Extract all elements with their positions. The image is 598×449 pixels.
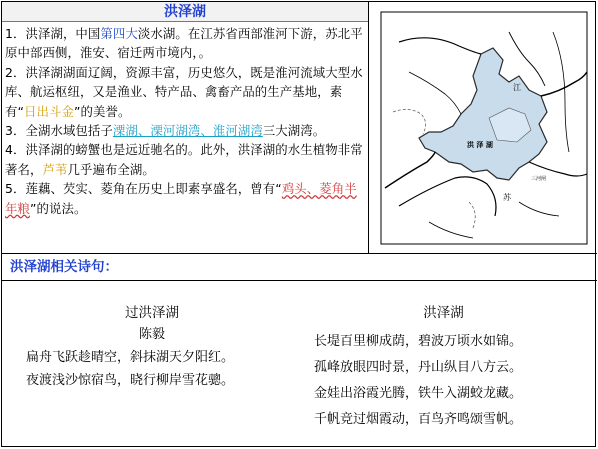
fact-text: ”的美誉。 [73, 103, 131, 119]
map-label-jiang: 江 [513, 83, 521, 92]
poem2-line: 孤峰放眼四时景，丹山纵目八方云。 [314, 360, 523, 375]
lake-facts-list [5, 24, 367, 218]
poems-heading: 洪泽湖相关诗句： [2, 253, 597, 281]
fact-highlight: 日出斗金 [24, 103, 74, 119]
poem2-title: 洪泽湖 [423, 305, 464, 321]
poem2-line: 长堤百里柳成荫，碧波万顷水如锦。 [314, 334, 523, 349]
fact-text: 几乎遍布全湖。 [67, 161, 155, 177]
document-table [1, 1, 596, 447]
lake-fact-item [5, 63, 367, 121]
fact-text: ”的说法。 [29, 200, 87, 216]
fact-text: 淡水湖。在江苏省西部淮河下游，苏北平原中部西侧，淮安、宿迁两市境内，。 [5, 26, 363, 61]
fact-highlight: 鸡头、菱角半年粮 [5, 181, 357, 216]
lake-info-cell [2, 2, 369, 253]
poem1-line: 扁舟飞跃趁晴空，斜抹湖天夕阳红。 [26, 350, 235, 365]
map-label-lake: 洪 泽 湖 [467, 141, 493, 149]
poem1-author: 陈毅 [138, 327, 165, 342]
fact-highlight: 芦苇 [42, 161, 68, 177]
lake-fact-item [5, 140, 367, 179]
map-label-su: 苏 [503, 193, 511, 202]
lake-fact-item [5, 179, 367, 218]
fact-text: 1．洪泽湖，中国 [5, 26, 101, 41]
poem-hongzehu [302, 281, 597, 427]
poem1-title: 过洪泽湖 [125, 305, 179, 321]
lake-title: 洪泽湖 [2, 2, 368, 22]
poem1-line: 夜渡浅沙惊宿鸟，晓行柳岸雪花骢。 [26, 373, 235, 388]
fact-highlight: 第四大 [100, 26, 138, 41]
lake-map [369, 2, 597, 253]
poem2-line: 千帆竞过烟霞动，百鸟齐鸣颂雪帆。 [314, 412, 523, 427]
fact-text: 3．全湖水域包括子 [5, 123, 113, 139]
fact-text: 2．洪泽湖湖面辽阔，资源丰富，历史悠久，既是淮河流域大型水库、航运枢纽，又是渔业、特产品、禽畜产品的生产基地，素有“ [5, 64, 363, 119]
lake-fact-item [5, 24, 367, 63]
poem-guo-hongzehu [2, 281, 302, 388]
fact-highlight: 溧湖、溧河湖湾、淮河湖湾 [112, 123, 263, 139]
fact-text: 4．洪泽湖的螃蟹也是远近驰名的。此外，洪泽湖的水生植物非常著名， [5, 142, 363, 177]
hongze-lake-map [369, 2, 597, 253]
map-label-sanhezha: 三河闸 [531, 176, 547, 182]
lake-fact-item [5, 121, 367, 140]
fact-text: 三大湖湾。 [262, 123, 326, 139]
fact-text: 5．莲藕、芡实、菱角在历史上即素享盛名，曾有“ [5, 181, 282, 197]
poem2-line: 金娃出浴霞光腾，铁牛入湖蛟龙藏。 [314, 386, 523, 401]
